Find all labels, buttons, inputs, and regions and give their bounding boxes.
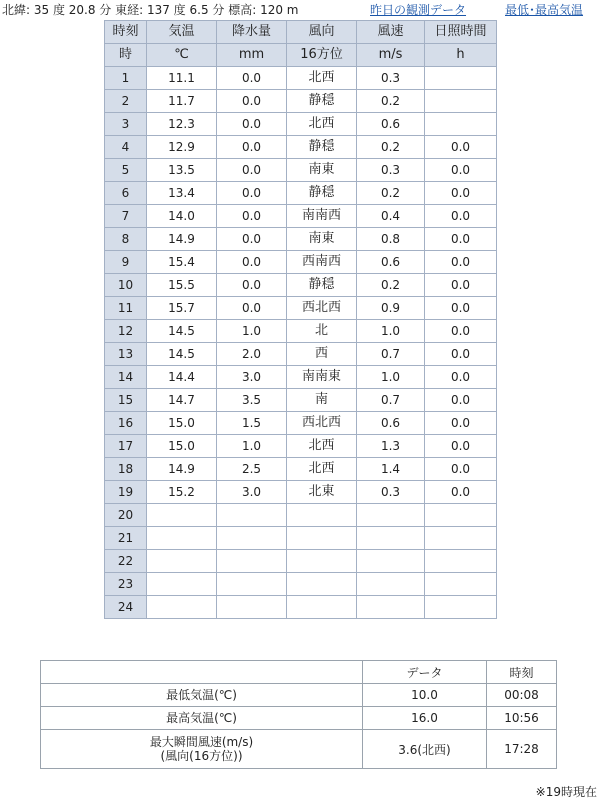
cell-sunshine: 0.0: [425, 297, 497, 320]
cell-precipitation: 0.0: [217, 90, 287, 113]
table-row: [105, 182, 497, 205]
cell-hour: 18: [105, 458, 147, 481]
summary-label: 最大瞬間風速(m/s) (風向(16方位)): [41, 730, 363, 769]
cell-temperature: 15.5: [147, 274, 217, 297]
cell-sunshine: 0.0: [425, 366, 497, 389]
cell-precipitation: [217, 596, 287, 619]
cell-hour: 21: [105, 527, 147, 550]
cell-sunshine: 0.0: [425, 274, 497, 297]
table-row: [105, 435, 497, 458]
cell-hour: 10: [105, 274, 147, 297]
summary-row: [41, 730, 557, 769]
cell-wind-speed: 1.0: [357, 366, 425, 389]
cell-temperature: 12.9: [147, 136, 217, 159]
table-row: [105, 251, 497, 274]
cell-wind-direction: 北東: [287, 481, 357, 504]
table-row: [105, 527, 497, 550]
cell-hour: 2: [105, 90, 147, 113]
cell-hour: 20: [105, 504, 147, 527]
cell-precipitation: 2.5: [217, 458, 287, 481]
cell-sunshine: [425, 67, 497, 90]
cell-hour: 23: [105, 573, 147, 596]
cell-temperature: 15.2: [147, 481, 217, 504]
unit-precipitation: mm: [217, 44, 287, 67]
unit-wind-speed: m/s: [357, 44, 425, 67]
yesterday-data-link[interactable]: 昨日の観測データ: [370, 3, 467, 17]
cell-sunshine: 0.0: [425, 159, 497, 182]
cell-wind-speed: [357, 573, 425, 596]
table-row: [105, 458, 497, 481]
cell-temperature: 14.0: [147, 205, 217, 228]
summary-header-value: データ: [363, 661, 487, 684]
cell-wind-speed: 0.3: [357, 67, 425, 90]
page-header: [0, 0, 601, 18]
cell-wind-speed: [357, 504, 425, 527]
cell-hour: 3: [105, 113, 147, 136]
cell-wind-speed: [357, 527, 425, 550]
table-row: [105, 366, 497, 389]
unit-temperature: ℃: [147, 44, 217, 67]
table-row: [105, 67, 497, 90]
cell-precipitation: 0.0: [217, 182, 287, 205]
cell-temperature: 11.7: [147, 90, 217, 113]
cell-precipitation: 0.0: [217, 113, 287, 136]
cell-wind-speed: 1.4: [357, 458, 425, 481]
cell-hour: 13: [105, 343, 147, 366]
cell-sunshine: 0.0: [425, 458, 497, 481]
cell-wind-direction: 静穏: [287, 136, 357, 159]
cell-sunshine: 0.0: [425, 389, 497, 412]
cell-precipitation: 3.0: [217, 481, 287, 504]
summary-time: 10:56: [487, 707, 557, 730]
cell-temperature: 14.5: [147, 320, 217, 343]
cell-sunshine: 0.0: [425, 435, 497, 458]
cell-wind-direction: 北: [287, 320, 357, 343]
cell-wind-direction: 北西: [287, 458, 357, 481]
cell-temperature: [147, 573, 217, 596]
header-hour: 時刻: [105, 21, 147, 44]
unit-wind-direction: 16方位: [287, 44, 357, 67]
cell-sunshine: [425, 596, 497, 619]
summary-row: [41, 707, 557, 730]
cell-precipitation: 1.0: [217, 320, 287, 343]
header-temperature: 気温: [147, 21, 217, 44]
cell-wind-direction: [287, 550, 357, 573]
cell-sunshine: 0.0: [425, 343, 497, 366]
cell-sunshine: 0.0: [425, 320, 497, 343]
summary-header-label: [41, 661, 363, 684]
cell-sunshine: 0.0: [425, 136, 497, 159]
cell-temperature: 12.3: [147, 113, 217, 136]
cell-wind-speed: 0.9: [357, 297, 425, 320]
observation-table: [104, 20, 497, 619]
cell-wind-direction: 南南東: [287, 366, 357, 389]
cell-precipitation: [217, 573, 287, 596]
table-row: [105, 320, 497, 343]
table-row: [105, 297, 497, 320]
cell-sunshine: [425, 527, 497, 550]
cell-wind-speed: [357, 550, 425, 573]
cell-precipitation: 0.0: [217, 297, 287, 320]
cell-sunshine: [425, 90, 497, 113]
table-header-row: [105, 21, 497, 44]
cell-temperature: 14.9: [147, 458, 217, 481]
cell-wind-speed: 1.0: [357, 320, 425, 343]
cell-wind-speed: 0.7: [357, 389, 425, 412]
cell-sunshine: [425, 504, 497, 527]
cell-temperature: [147, 596, 217, 619]
cell-temperature: 14.7: [147, 389, 217, 412]
cell-wind-speed: [357, 596, 425, 619]
table-row: [105, 343, 497, 366]
cell-sunshine: 0.0: [425, 412, 497, 435]
cell-sunshine: 0.0: [425, 182, 497, 205]
cell-hour: 16: [105, 412, 147, 435]
cell-wind-direction: 南: [287, 389, 357, 412]
cell-hour: 17: [105, 435, 147, 458]
cell-precipitation: 0.0: [217, 228, 287, 251]
footnote: ※19時現在: [535, 785, 597, 799]
cell-sunshine: 0.0: [425, 481, 497, 504]
cell-wind-direction: 北西: [287, 113, 357, 136]
cell-wind-direction: 南東: [287, 228, 357, 251]
summary-value: 16.0: [363, 707, 487, 730]
cell-wind-direction: 南南西: [287, 205, 357, 228]
table-row: [105, 596, 497, 619]
cell-hour: 7: [105, 205, 147, 228]
summary-value: 3.6(北西): [363, 730, 487, 769]
table-row: [105, 228, 497, 251]
cell-precipitation: 0.0: [217, 159, 287, 182]
table-row: [105, 504, 497, 527]
station-location: 北緯: 35 度 20.8 分 東経: 137 度 6.5 分 標高: 120 m: [2, 3, 299, 17]
cell-temperature: 14.4: [147, 366, 217, 389]
table-row: [105, 90, 497, 113]
cell-precipitation: [217, 504, 287, 527]
cell-wind-speed: 0.2: [357, 274, 425, 297]
table-row: [105, 412, 497, 435]
cell-sunshine: [425, 550, 497, 573]
cell-hour: 5: [105, 159, 147, 182]
cell-sunshine: [425, 573, 497, 596]
summary-value: 10.0: [363, 684, 487, 707]
cell-wind-speed: 0.4: [357, 205, 425, 228]
summary-time: 00:08: [487, 684, 557, 707]
cell-temperature: 15.0: [147, 435, 217, 458]
cell-precipitation: 0.0: [217, 67, 287, 90]
table-row: [105, 113, 497, 136]
unit-sunshine: h: [425, 44, 497, 67]
cell-wind-speed: 0.8: [357, 228, 425, 251]
cell-precipitation: 0.0: [217, 205, 287, 228]
cell-wind-direction: 静穏: [287, 274, 357, 297]
cell-wind-direction: 南東: [287, 159, 357, 182]
cell-temperature: 14.5: [147, 343, 217, 366]
table-row: [105, 389, 497, 412]
cell-temperature: 14.9: [147, 228, 217, 251]
cell-sunshine: [425, 113, 497, 136]
cell-precipitation: 0.0: [217, 136, 287, 159]
cell-wind-speed: 0.2: [357, 136, 425, 159]
summary-label: 最高気温(℃): [41, 707, 363, 730]
cell-wind-direction: 静穏: [287, 90, 357, 113]
cell-wind-speed: 0.6: [357, 251, 425, 274]
cell-sunshine: 0.0: [425, 205, 497, 228]
cell-wind-direction: [287, 504, 357, 527]
cell-precipitation: 2.0: [217, 343, 287, 366]
cell-hour: 9: [105, 251, 147, 274]
cell-wind-direction: 静穏: [287, 182, 357, 205]
table-row: [105, 274, 497, 297]
cell-hour: 1: [105, 67, 147, 90]
cell-temperature: [147, 550, 217, 573]
cell-wind-direction: 西北西: [287, 412, 357, 435]
cell-wind-direction: 北西: [287, 435, 357, 458]
table-row: [105, 573, 497, 596]
cell-temperature: 15.4: [147, 251, 217, 274]
cell-hour: 15: [105, 389, 147, 412]
cell-temperature: 13.4: [147, 182, 217, 205]
header-wind-direction: 風向: [287, 21, 357, 44]
cell-hour: 6: [105, 182, 147, 205]
cell-precipitation: 3.5: [217, 389, 287, 412]
cell-temperature: [147, 527, 217, 550]
summary-header-row: [41, 661, 557, 684]
cell-temperature: 15.7: [147, 297, 217, 320]
summary-table: [40, 660, 557, 769]
summary-label: 最低気温(℃): [41, 684, 363, 707]
table-row: [105, 159, 497, 182]
cell-precipitation: 0.0: [217, 251, 287, 274]
cell-precipitation: [217, 550, 287, 573]
summary-time: 17:28: [487, 730, 557, 769]
table-row: [105, 481, 497, 504]
cell-wind-direction: [287, 596, 357, 619]
cell-wind-speed: 0.2: [357, 182, 425, 205]
header-precipitation: 降水量: [217, 21, 287, 44]
cell-wind-speed: 0.6: [357, 113, 425, 136]
cell-precipitation: [217, 527, 287, 550]
summary-header-time: 時刻: [487, 661, 557, 684]
cell-wind-speed: 0.6: [357, 412, 425, 435]
cell-wind-speed: 0.3: [357, 159, 425, 182]
cell-precipitation: 1.5: [217, 412, 287, 435]
cell-wind-direction: [287, 573, 357, 596]
summary-row: [41, 684, 557, 707]
cell-wind-speed: 0.7: [357, 343, 425, 366]
cell-hour: 22: [105, 550, 147, 573]
header-sunshine: 日照時間: [425, 21, 497, 44]
cell-wind-speed: 0.3: [357, 481, 425, 504]
cell-wind-direction: 西南西: [287, 251, 357, 274]
table-row: [105, 136, 497, 159]
cell-hour: 4: [105, 136, 147, 159]
table-row: [105, 205, 497, 228]
unit-hour: 時: [105, 44, 147, 67]
min-max-temp-link[interactable]: 最低･最高気温: [505, 3, 584, 17]
cell-hour: 19: [105, 481, 147, 504]
cell-temperature: 11.1: [147, 67, 217, 90]
cell-wind-direction: 西北西: [287, 297, 357, 320]
cell-wind-speed: 0.2: [357, 90, 425, 113]
cell-sunshine: 0.0: [425, 228, 497, 251]
cell-hour: 11: [105, 297, 147, 320]
cell-wind-direction: [287, 527, 357, 550]
cell-temperature: 13.5: [147, 159, 217, 182]
table-units-row: [105, 44, 497, 67]
table-row: [105, 550, 497, 573]
cell-hour: 24: [105, 596, 147, 619]
cell-hour: 14: [105, 366, 147, 389]
cell-sunshine: 0.0: [425, 251, 497, 274]
cell-precipitation: 1.0: [217, 435, 287, 458]
header-wind-speed: 風速: [357, 21, 425, 44]
cell-hour: 12: [105, 320, 147, 343]
cell-precipitation: 3.0: [217, 366, 287, 389]
cell-wind-direction: 北西: [287, 67, 357, 90]
cell-wind-direction: 西: [287, 343, 357, 366]
cell-precipitation: 0.0: [217, 274, 287, 297]
cell-temperature: [147, 504, 217, 527]
cell-hour: 8: [105, 228, 147, 251]
cell-wind-speed: 1.3: [357, 435, 425, 458]
cell-temperature: 15.0: [147, 412, 217, 435]
